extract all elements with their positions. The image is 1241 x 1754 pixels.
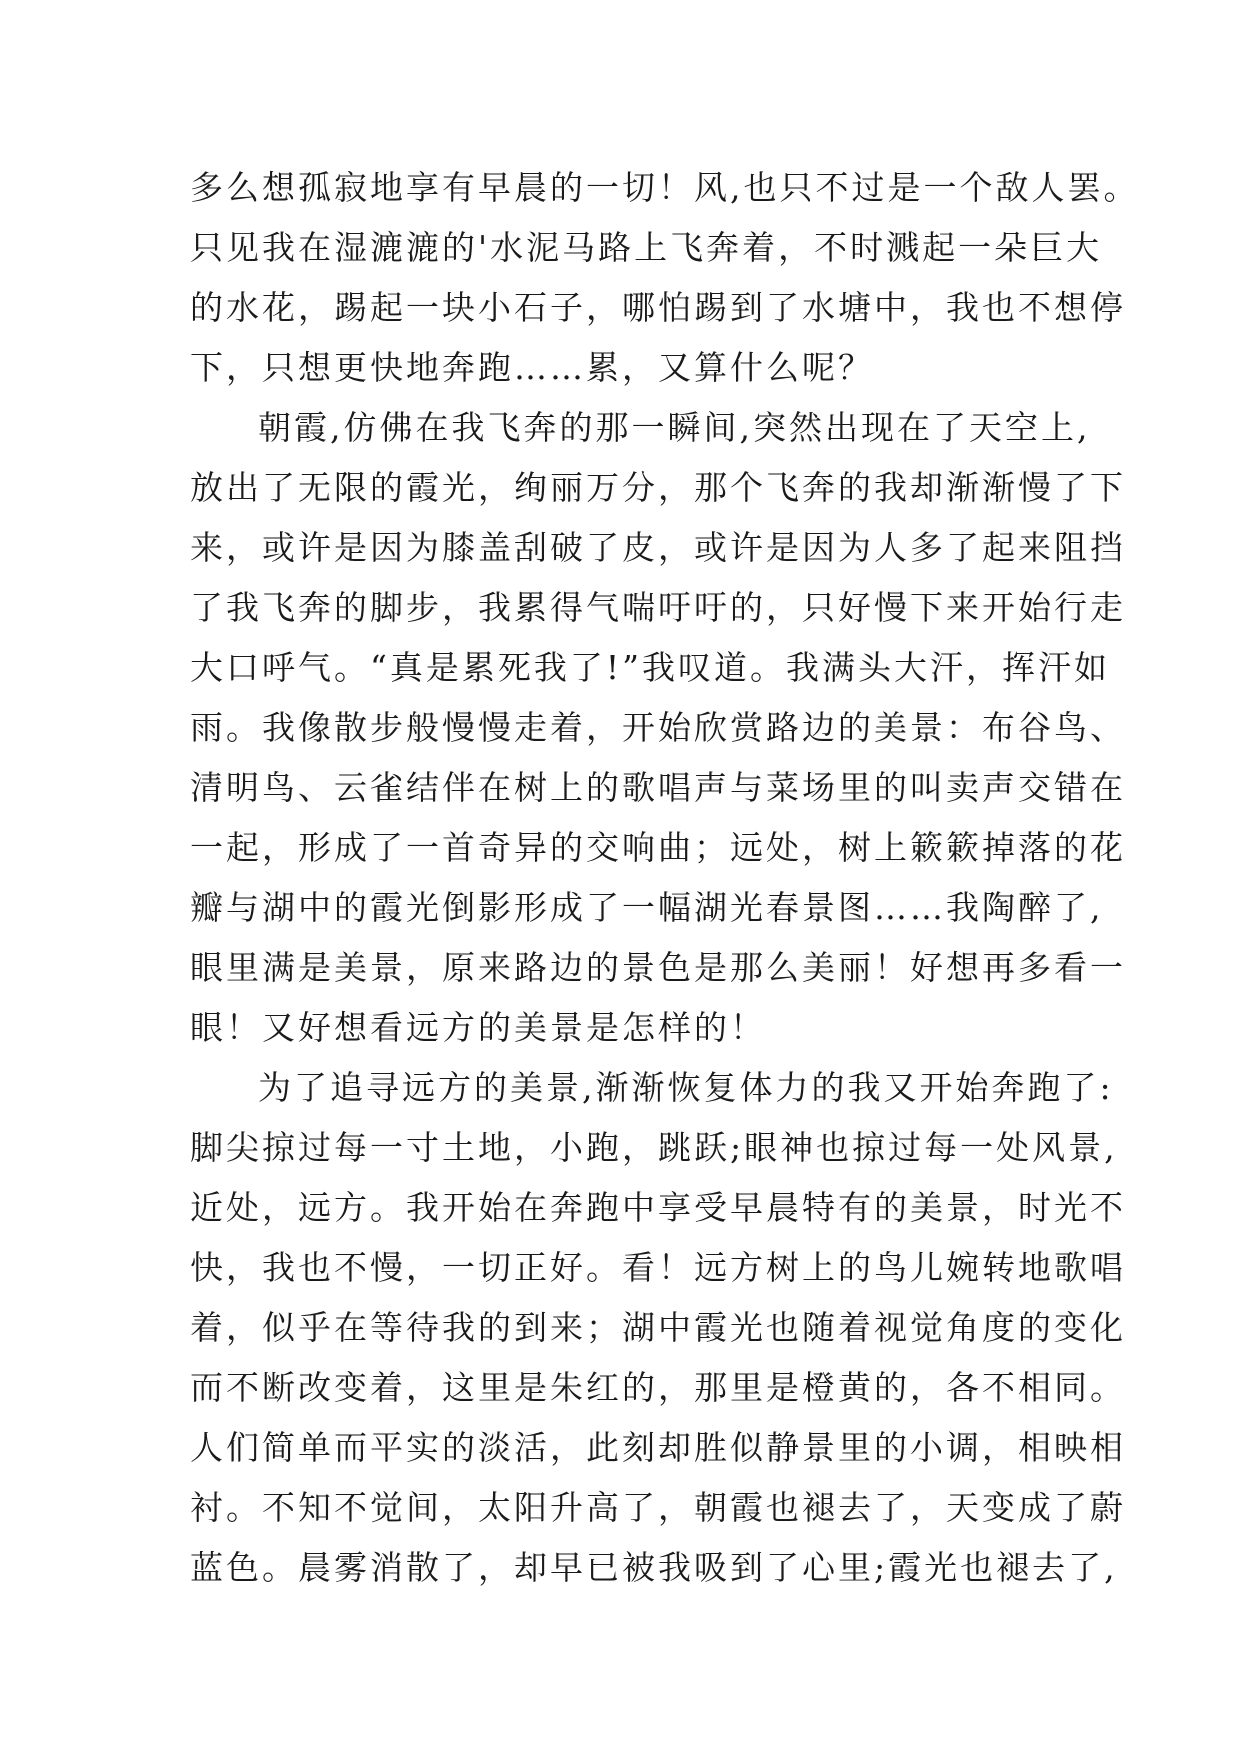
text-line: 清明鸟、云雀结伴在树上的歌唱声与菜场里的叫卖声交错在 <box>190 768 1126 807</box>
text-line: 着，似乎在等待我的到来；湖中霞光也随着视觉角度的变化 <box>190 1308 1126 1347</box>
text-line: 而不断改变着，这里是朱红的，那里是橙黄的，各不相同。 <box>190 1368 1126 1407</box>
text-line: 放出了无限的霞光，绚丽万分，那个飞奔的我却渐渐慢了下 <box>190 468 1126 507</box>
text-line: 眼里满是美景，原来路边的景色是那么美丽！好想再多看一 <box>190 948 1126 987</box>
text-line: 近处，远方。我开始在奔跑中享受早晨特有的美景，时光不 <box>190 1188 1126 1227</box>
paragraph-start-line: 为了追寻远方的美景,渐渐恢复体力的我又开始奔跑了: <box>258 1068 1114 1107</box>
text-line: 衬。不知不觉间，太阳升高了，朝霞也褪去了，天变成了蔚 <box>190 1488 1126 1527</box>
text-line: 只见我在湿漉漉的'水泥马路上飞奔着，不时溅起一朵巨大 <box>190 228 1103 267</box>
text-line: 人们简单而平实的淡活，此刻却胜似静景里的小调，相映相 <box>190 1428 1126 1467</box>
text-line: 瓣与湖中的霞光倒影形成了一幅湖光春景图……我陶醉了, <box>190 888 1104 927</box>
text-line: 蓝色。晨雾消散了，却早已被我吸到了心里;霞光也褪去了, <box>190 1548 1118 1587</box>
text-line: 脚尖掠过每一寸土地，小跑，跳跃;眼神也掠过每一处风景, <box>190 1128 1118 1167</box>
text-line: 雨。我像散步般慢慢走着，开始欣赏路边的美景：布谷鸟、 <box>190 708 1126 747</box>
text-line: 大口呼气。“真是累死我了!”我叹道。我满头大汗，挥汗如 <box>190 648 1111 687</box>
body-text <box>190 158 1140 1598</box>
text-line: 的水花，踢起一块小石子，哪怕踢到了水塘中，我也不想停 <box>190 288 1126 327</box>
text-line: 快，我也不慢，一切正好。看！远方树上的鸟儿婉转地歌唱 <box>190 1248 1126 1287</box>
text-line: 了我飞奔的脚步，我累得气喘吁吁的，只好慢下来开始行走 <box>190 588 1126 627</box>
paragraph-start-line: 朝霞,仿佛在我飞奔的那一瞬间,突然出现在了天空上, <box>258 408 1091 447</box>
text-line: 眼！又好想看远方的美景是怎样的！ <box>190 1008 766 1047</box>
text-line: 下，只想更快地奔跑……累，又算什么呢？ <box>190 348 874 387</box>
text-line: 一起，形成了一首奇异的交响曲；远处，树上簌簌掉落的花 <box>190 828 1126 867</box>
text-line: 多么想孤寂地享有早晨的一切！风,也只不过是一个敌人罢。 <box>190 168 1140 207</box>
text-line: 来，或许是因为膝盖刮破了皮，或许是因为人多了起来阻挡 <box>190 528 1126 567</box>
